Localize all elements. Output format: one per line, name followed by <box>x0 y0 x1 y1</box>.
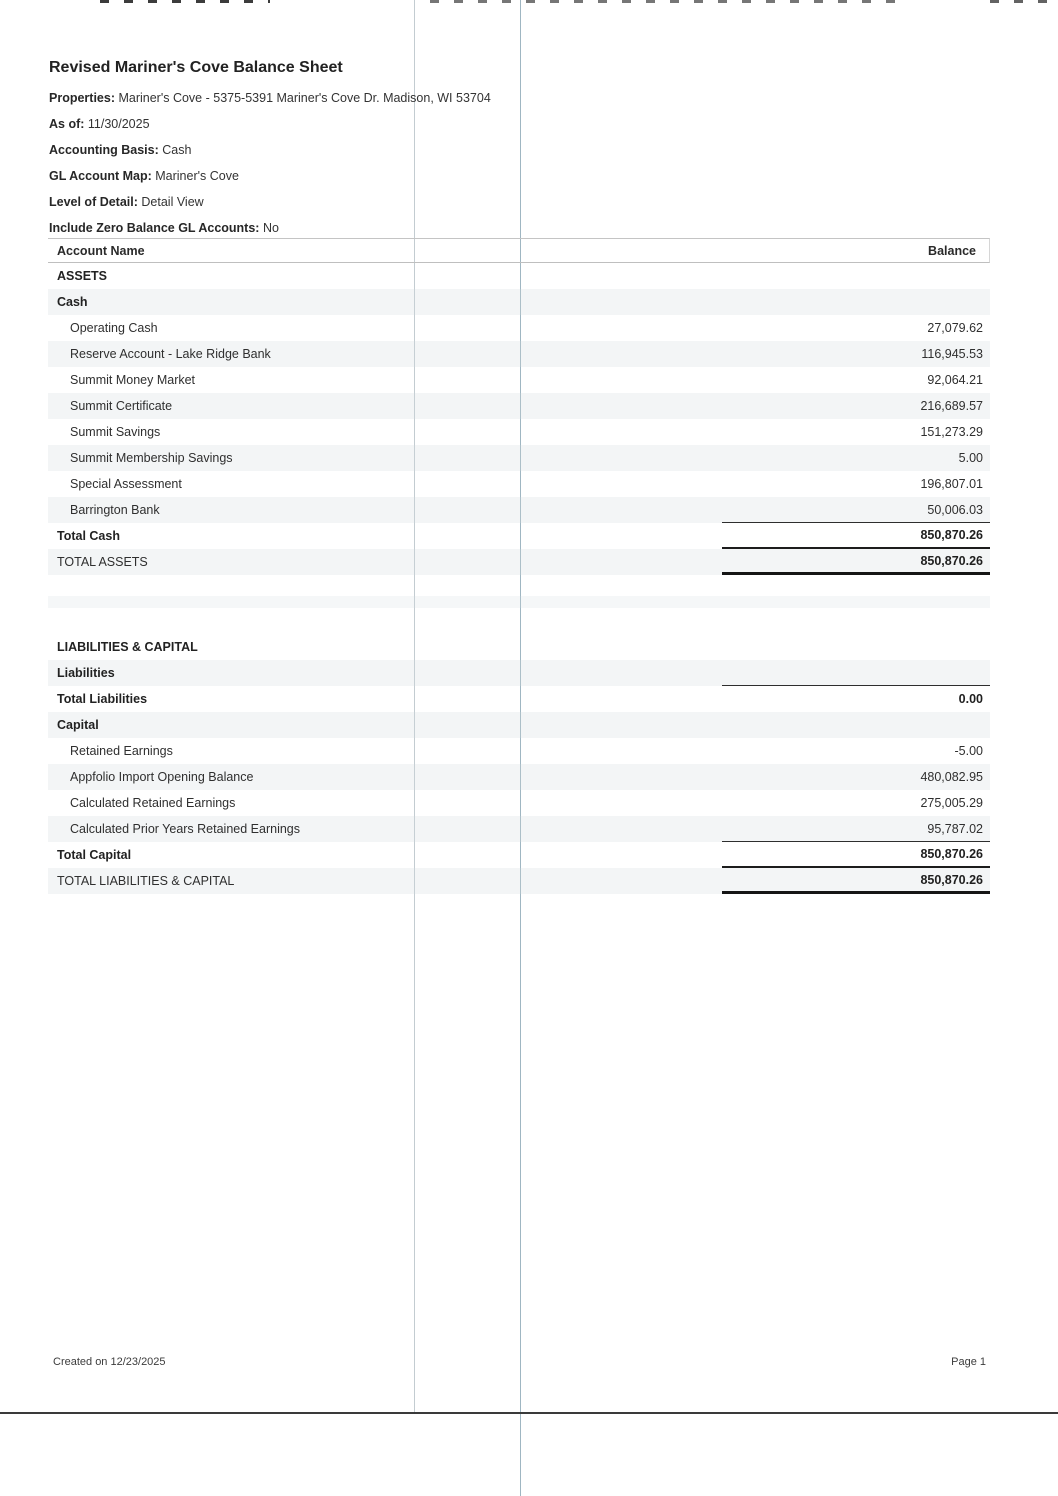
doc-meta-line <box>49 112 491 138</box>
table-row <box>48 634 990 660</box>
account-name-cell: Appfolio Import Opening Balance <box>70 770 254 784</box>
table-row <box>48 315 990 341</box>
balance-cell <box>722 634 990 660</box>
doc-meta-line <box>49 138 491 164</box>
account-name-cell: Capital <box>57 718 99 732</box>
balance-cell: 27,079.62 <box>927 321 983 335</box>
table-row <box>48 816 990 842</box>
balance-cell: 0.00 <box>958 692 983 706</box>
table-row <box>48 471 990 497</box>
table-row <box>48 712 990 738</box>
balance-cell <box>722 712 990 738</box>
table-row <box>48 790 990 816</box>
balance-cell <box>722 289 990 315</box>
account-name-cell: Calculated Prior Years Retained Earnings <box>70 822 300 836</box>
table-row <box>48 289 990 315</box>
balance-cell: 5.00 <box>958 451 983 465</box>
table-row <box>48 497 990 523</box>
table-row <box>48 686 990 712</box>
account-name-cell: Operating Cash <box>70 321 158 335</box>
doc-meta-line <box>49 86 491 112</box>
meta-label: Properties: <box>49 91 119 105</box>
balance-cell <box>722 263 990 289</box>
account-name-cell: Total Liabilities <box>57 692 148 706</box>
balance-cell: 92,064.21 <box>927 373 983 387</box>
balance-cell: 480,082.95 <box>920 770 983 784</box>
account-name-cell: Liabilities <box>57 666 115 680</box>
account-name-cell: Summit Money Market <box>70 373 196 387</box>
table-row <box>48 419 990 445</box>
meta-label: As of: <box>49 116 88 131</box>
account-name-cell: Summit Certificate <box>70 399 173 413</box>
balance-cell: 116,945.53 <box>921 347 983 361</box>
balance-cell: 151,273.29 <box>920 425 983 439</box>
table-row <box>48 445 990 471</box>
table-row <box>48 367 990 393</box>
page-title: Revised Mariner's Cove Balance Sheet <box>49 59 343 76</box>
table-row <box>48 549 990 575</box>
document-header <box>49 59 491 241</box>
balance-cell: -5.00 <box>954 744 983 758</box>
meta-value: Cash <box>162 142 192 157</box>
account-name-cell: Special Assessment <box>70 477 182 491</box>
balance-cell: 850,870.26 <box>722 868 990 894</box>
meta-label: GL Account Map: <box>49 168 156 183</box>
meta-value: Mariner's Cove - 5375-5391 Mariner's Cove Dr. Madison, WI 53704 <box>118 91 491 105</box>
table-row <box>48 868 990 894</box>
scan-artifact-band <box>48 596 990 608</box>
footer-created-date: Created on 12/23/2025 <box>53 1356 166 1368</box>
meta-value: No <box>262 220 279 235</box>
meta-value: 11/30/2025 <box>87 116 150 131</box>
account-name-cell: TOTAL ASSETS <box>57 555 148 569</box>
meta-label: Include Zero Balance GL Accounts: <box>49 220 263 235</box>
liabilities-capital-section <box>48 634 990 894</box>
scan-artifact-top-dashes <box>100 0 270 3</box>
account-name-cell: Summit Savings <box>70 425 161 439</box>
table-row <box>48 842 990 868</box>
balance-cell: 275,005.29 <box>920 796 983 810</box>
balance-cell: 95,787.02 <box>722 816 990 842</box>
assets-section <box>48 263 990 575</box>
account-name-cell: Calculated Retained Earnings <box>70 796 236 810</box>
column-header-account-name: Account Name <box>57 243 145 258</box>
meta-label: Level of Detail: <box>49 194 142 209</box>
table-row <box>48 393 990 419</box>
account-name-cell: Cash <box>57 295 88 309</box>
account-name-cell: LIABILITIES & CAPITAL <box>57 640 198 654</box>
meta-label: Accounting Basis: <box>49 142 163 157</box>
balance-cell: 850,870.26 <box>722 549 990 575</box>
balance-cell: 850,870.26 <box>722 842 990 868</box>
account-name-cell: ASSETS <box>57 269 108 283</box>
table-row <box>48 523 990 549</box>
account-name-cell: Summit Membership Savings <box>70 451 233 465</box>
column-header-balance: Balance <box>928 243 976 258</box>
scan-artifact-top-dashes <box>990 0 1058 3</box>
balance-cell: 196,807.01 <box>920 477 983 491</box>
meta-value: Detail View <box>141 194 204 209</box>
scan-artifact-bottom-rule <box>0 1412 1058 1414</box>
meta-value: Mariner's Cove <box>155 168 239 183</box>
doc-meta-line <box>49 164 491 190</box>
scan-artifact-top-dashes <box>430 0 900 3</box>
table-row <box>48 738 990 764</box>
balance-cell: 50,006.03 <box>722 497 990 523</box>
balance-cell <box>722 660 990 686</box>
doc-meta <box>49 86 491 241</box>
footer-page-number: Page 1 <box>951 1356 986 1368</box>
table-column-header <box>48 238 990 263</box>
doc-meta-line <box>49 190 491 216</box>
account-name-cell: Barrington Bank <box>70 503 160 517</box>
balance-cell: 850,870.26 <box>722 523 990 549</box>
table-row <box>48 263 990 289</box>
table-row <box>48 764 990 790</box>
account-name-cell: Retained Earnings <box>70 744 173 758</box>
account-name-cell: Total Capital <box>57 848 132 862</box>
table-row <box>48 660 990 686</box>
account-name-cell: TOTAL LIABILITIES & CAPITAL <box>57 874 235 888</box>
account-name-cell: Total Cash <box>57 529 120 543</box>
account-name-cell: Reserve Account - Lake Ridge Bank <box>70 347 271 361</box>
balance-cell: 216,689.57 <box>920 399 983 413</box>
table-row <box>48 341 990 367</box>
